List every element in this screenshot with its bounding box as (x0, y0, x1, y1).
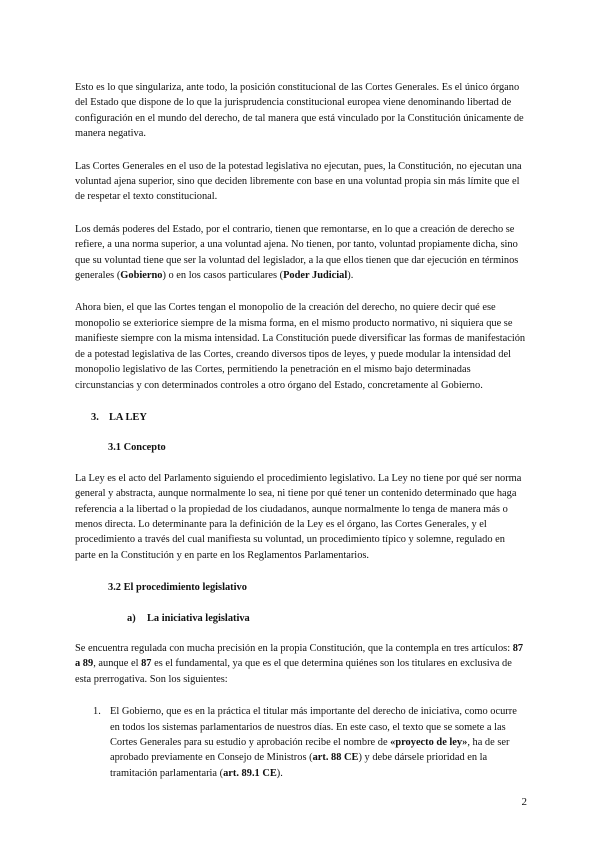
section-heading (91, 410, 527, 425)
paragraph-text: Se encuentra regulada con mucha precisión en la propia Constitución, que la contempla en tres artículos: (75, 642, 513, 654)
list-item-text: , ha de ser aprobado previamente en Consejo de Ministros ( (110, 737, 510, 764)
list-item (93, 704, 527, 781)
paragraph-text: Los demás poderes del Estado, por el contrario, tienen que remontarse, en lo que a creación de derecho se refiere, a una norma superior, a una voluntad ajena. No tienen, por tanto, voluntad propiamente dicha, sino que su voluntad tiene que ser la voluntad del legislador, a la que ellos tienen que dar ejecución en términos generales ( (75, 223, 519, 282)
bold-term: 87 (141, 658, 152, 670)
list-item-text: El Gobierno, que es en la práctica el titular más importante del derecho de iniciativa, como ocurre en todos los sistemas parlamentarios de nuestros días. En este caso, el texto que se somete a las Cortes Generales para su estudio y aprobación recibe el nombre de (110, 706, 517, 748)
subsection-heading: 3.2 El procedimiento legislativo (108, 582, 247, 594)
paragraph-text: , aunque el (93, 658, 142, 670)
page-number: 2 (521, 796, 527, 808)
paragraph-text: es el fundamental, ya que es el que determina quiénes son los titulares en exclusiva de esta prerrogativa. Son los siguientes: (75, 658, 512, 685)
paragraph (75, 471, 527, 563)
section-title: LA LEY (109, 411, 147, 423)
bold-term: 87 a 89 (75, 642, 524, 670)
paragraph (75, 641, 527, 687)
bold-term: art. 89.1 CE (223, 767, 277, 779)
list-item-text: ) y debe dársele prioridad en la tramitación parlamentaria ( (110, 752, 488, 779)
section-number: 3. (91, 411, 99, 423)
paragraph-text: Esto es lo que singulariza, ante todo, la posición constitucional de las Cortes Generales. Es el único órgano del Estado que dispone de lo que la jurisprudencia constitucional europea viene denominando libertad de configuración en el mundo del derecho, de tal manera que está vinculado por la Constitución únicamente de manera negativa. (75, 82, 524, 140)
bold-term: art. 88 CE (312, 752, 359, 764)
subsection-heading: 3.1 Concepto (108, 442, 166, 454)
list-item-text: ). (276, 767, 283, 779)
page-body (75, 80, 527, 781)
paragraph (75, 80, 527, 142)
bold-term: «proyecto de ley» (390, 737, 468, 748)
subsubsection-letter: a) (127, 612, 136, 624)
numbered-list (93, 704, 527, 781)
bold-term: Poder Judicial (283, 270, 348, 282)
paragraph (75, 222, 527, 284)
paragraph (75, 300, 527, 392)
subsubsection-title: La iniciativa legislativa (147, 612, 250, 624)
list-item-number: 1. (93, 706, 101, 718)
bold-term: Gobierno (120, 270, 163, 282)
paragraph-text: Ahora bien, el que las Cortes tengan el monopolio de la creación del derecho, no quiere decir qué ese monopolio se exteriorice siempre de la misma forma, en el mismo producto normativo, ni siquiera que se manifieste siempre con la misma intensidad. La Constitución puede diversificar las formas de manifestación de a potestad legislativa de las Cortes, creando diversos tipos de leyes, y puede modular la intensidad del monopolio legislativo de las Cortes, permitiendo la penetración en el mismo bajo determinadas circunstancias y con determinados controles a otro órgano del Estado, concretamente al Gobierno. (75, 302, 526, 391)
paragraph (75, 159, 527, 205)
paragraph-text: ). (347, 270, 354, 282)
paragraph-text: La Ley es el acto del Parlamento siguiendo el procedimiento legislativo. La Ley no tiene por qué ser norma general y abstracta, aunque normalmente lo sea, ni tiene por qué tener un contenido determinado que haga referencia a la libertad o la propiedad de los ciudadanos, aunque normalmente lo tenga de manera más o menos directa. Lo determinante para la definición de la Ley es el órgano, las Cortes Generales, y el procedimiento a través del cual manifiesta su voluntad, un procedimiento típico y solemne, regulado en parte en la Constitución y en parte en los Reglamentos Parlamentarios. (75, 472, 522, 561)
paragraph-text: Las Cortes Generales en el uso de la potestad legislativa no ejecutan, pues, la Constitución, no ejecutan una voluntad ajena superior, sino que deciden libremente con base en una voluntad propia sin más límite que el de respetar el texto constitucional. (75, 160, 522, 203)
subsubsection-heading (127, 611, 527, 626)
paragraph-text: ) o en los casos particulares ( (162, 270, 284, 282)
